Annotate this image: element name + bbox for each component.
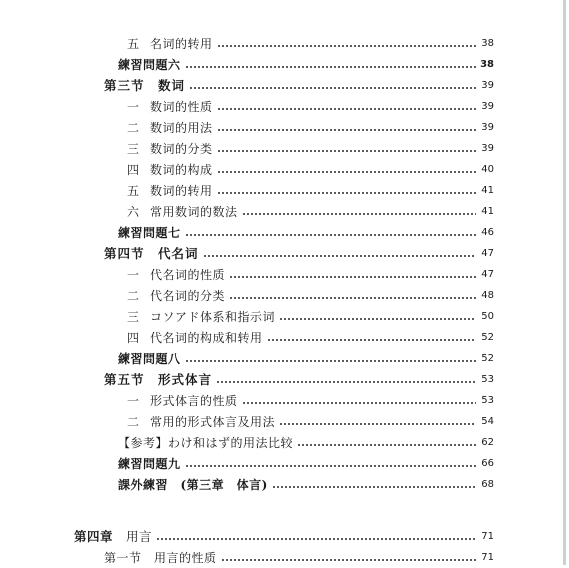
leader-dots [267, 339, 476, 341]
toc-entry [124, 137, 494, 159]
entry-title: 課外練習 (第三章 体言) [118, 477, 268, 492]
toc-entry [124, 95, 494, 117]
entry-page: 39 [481, 79, 494, 91]
entry-page: 38 [481, 37, 494, 49]
entry-title: 第四节 代名词 [104, 246, 199, 261]
entry-title: 代名词的分类 [150, 288, 226, 303]
entry-page: 48 [481, 289, 494, 301]
entry-page: 50 [481, 310, 494, 322]
entry-title: 名词的转用 [150, 36, 213, 51]
entry-title: 常用的形式体言及用法 [150, 414, 276, 429]
entry-title: 第一节 用言的性质 [104, 550, 217, 565]
entry-title: 代名词的构成和转用 [150, 330, 263, 345]
leader-dots [217, 192, 476, 194]
leader-dots [272, 486, 476, 488]
entry-page: 39 [481, 142, 494, 154]
entry-title: 練習問題七 [118, 225, 181, 240]
toc-entry [118, 473, 494, 495]
entry-page: 46 [481, 226, 494, 238]
entry-title: 数词的转用 [150, 183, 213, 198]
entry-number: 二 [126, 288, 139, 303]
leader-dots [279, 423, 476, 425]
leader-dots [189, 87, 476, 89]
entry-page: 71 [481, 551, 494, 563]
entry-number: 二 [126, 120, 139, 135]
leader-dots [185, 465, 476, 467]
leader-dots [185, 66, 476, 68]
leader-dots [185, 234, 476, 236]
entry-title: 数词的分类 [150, 141, 213, 156]
entry-page: 53 [481, 394, 494, 406]
entry-number: 一 [126, 393, 139, 408]
entry-page: 52 [481, 331, 494, 343]
entry-title: 用言 [113, 529, 153, 544]
leader-dots [156, 538, 476, 540]
leader-dots [229, 297, 476, 299]
entry-title: 数词的性质 [150, 99, 213, 114]
toc-entry [124, 389, 494, 411]
entry-title: 練習問題八 [118, 351, 181, 366]
entry-title: 練習問題九 [118, 456, 181, 471]
entry-number: 二 [126, 414, 139, 429]
entry-number: 一 [126, 267, 139, 282]
entry-page: 40 [481, 163, 494, 175]
leader-dots [217, 129, 476, 131]
entry-number: 三 [126, 141, 139, 156]
toc-entry [124, 116, 494, 138]
entry-page: 62 [481, 436, 494, 448]
toc-entry [118, 431, 494, 453]
entry-number: 一 [126, 99, 139, 114]
toc-entry [124, 410, 494, 432]
toc-section-entry [104, 368, 494, 390]
leader-dots [217, 150, 476, 152]
leader-dots [297, 444, 476, 446]
toc-entry [124, 305, 494, 327]
leader-dots [242, 213, 476, 215]
leader-dots [242, 402, 476, 404]
leader-dots [216, 381, 476, 383]
entry-number: 五 [126, 183, 139, 198]
entry-title: 数词的构成 [150, 162, 213, 177]
toc-entry [124, 32, 494, 54]
entry-title: 代名词的性质 [150, 267, 226, 282]
entry-title: 常用数词的数法 [150, 204, 238, 219]
toc-entry [124, 284, 494, 306]
entry-title: 形式体言的性质 [150, 393, 238, 408]
entry-title: コソアド体系和指示词 [150, 309, 276, 324]
leader-dots [217, 171, 476, 173]
entry-number: 四 [126, 162, 139, 177]
entry-number: 六 [126, 204, 139, 219]
leader-dots [279, 318, 476, 320]
toc-section-entry [104, 242, 494, 264]
entry-number: 五 [126, 36, 139, 51]
leader-dots [217, 108, 476, 110]
entry-title: 第五节 形式体言 [104, 372, 213, 387]
toc-chapter-entry [74, 525, 494, 547]
toc-entry [124, 200, 494, 222]
chapter-number: 第四章 [74, 529, 114, 544]
entry-number: 四 [126, 330, 139, 345]
entry-page: 39 [481, 121, 494, 133]
leader-dots [221, 559, 476, 561]
entry-page: 39 [481, 100, 494, 112]
toc-entry [124, 263, 494, 285]
entry-page: 38 [480, 58, 494, 70]
entry-page: 66 [481, 457, 494, 469]
entry-number: 三 [126, 309, 139, 324]
entry-title: 第三节 数词 [104, 78, 186, 93]
toc-entry [124, 179, 494, 201]
entry-page: 47 [481, 247, 494, 259]
entry-title: 数词的用法 [150, 120, 213, 135]
toc-entry [118, 221, 494, 243]
toc-entry [124, 326, 494, 348]
toc-entry [118, 452, 494, 474]
entry-page: 54 [481, 415, 494, 427]
entry-page: 68 [481, 478, 494, 490]
entry-page: 41 [481, 205, 494, 217]
leader-dots [217, 45, 476, 47]
leader-dots [229, 276, 476, 278]
entry-page: 41 [481, 184, 494, 196]
toc-entry [118, 53, 494, 75]
toc-section-entry [104, 74, 494, 96]
toc-entry [124, 158, 494, 180]
entry-page: 71 [481, 530, 494, 542]
toc-entry [118, 347, 494, 369]
entry-page: 52 [481, 352, 494, 364]
leader-dots [185, 360, 476, 362]
entry-title: 【参考】わけ和はず的用法比较 [118, 435, 294, 450]
leader-dots [203, 255, 476, 257]
entry-title: 練習問題六 [118, 57, 181, 72]
entry-page: 47 [481, 268, 494, 280]
entry-page: 53 [481, 373, 494, 385]
